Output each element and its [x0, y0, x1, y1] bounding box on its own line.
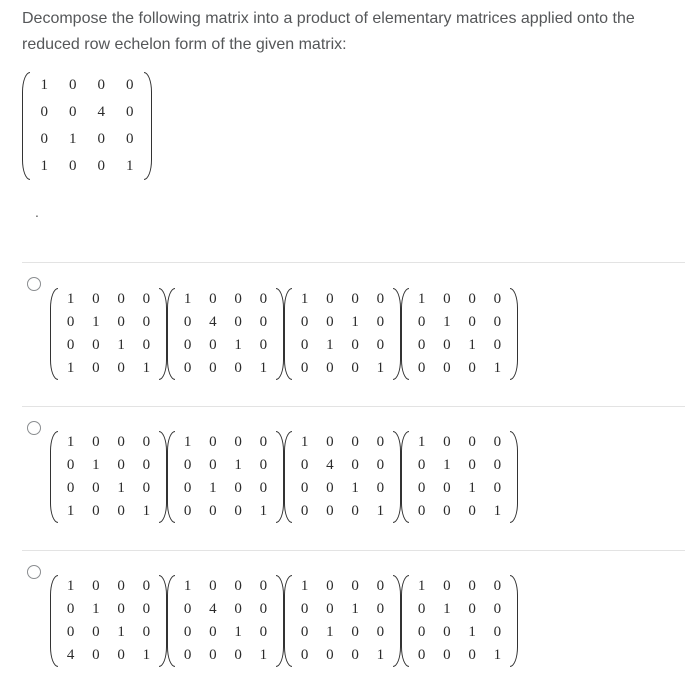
- matrix-entry: 0: [417, 457, 426, 473]
- matrix-entry: 1: [66, 360, 75, 376]
- matrix-entry: 0: [351, 503, 359, 519]
- left-bracket: [50, 431, 58, 523]
- matrix-entry: 0: [66, 337, 75, 353]
- matrix-entry: 0: [300, 647, 309, 663]
- matrix-entry: 1: [376, 503, 385, 519]
- matrix-entry: 0: [69, 158, 77, 174]
- matrix-entry: 0: [493, 314, 502, 330]
- option-2-matrix-1: [50, 431, 167, 523]
- matrix-entry: 0: [92, 503, 100, 519]
- matrix-entry: 0: [326, 578, 334, 594]
- matrix-entry: 0: [300, 314, 309, 330]
- matrix-entry: 0: [351, 360, 359, 376]
- matrix-entry: 0: [234, 291, 242, 307]
- matrix-entry: 1: [40, 77, 48, 93]
- matrix-entry: 0: [300, 601, 309, 617]
- right-bracket: [393, 575, 401, 667]
- matrix-entry: 4: [66, 647, 75, 663]
- matrix-entry: 0: [468, 503, 476, 519]
- matrix-entry: 0: [376, 480, 385, 496]
- matrix-entry: 0: [468, 457, 476, 473]
- matrix-grid: [175, 431, 276, 523]
- matrix-entry: 4: [326, 457, 334, 473]
- matrix-entry: 0: [126, 77, 134, 93]
- matrix-entry: 1: [66, 291, 75, 307]
- matrix-entry: 0: [376, 624, 385, 640]
- matrix-entry: 0: [493, 624, 502, 640]
- option-3-matrix-2: [167, 575, 284, 667]
- matrix-entry: 0: [351, 337, 359, 353]
- matrix-grid: [58, 575, 159, 667]
- matrix-entry: 0: [493, 578, 502, 594]
- matrix-entry: 0: [209, 291, 217, 307]
- matrix-entry: 0: [234, 480, 242, 496]
- matrix-entry: 1: [66, 578, 75, 594]
- matrix-entry: 0: [468, 578, 476, 594]
- matrix-entry: 1: [259, 360, 268, 376]
- matrix-entry: 1: [92, 314, 100, 330]
- matrix-entry: 0: [417, 314, 426, 330]
- matrix-grid: [175, 575, 276, 667]
- matrix-entry: 0: [92, 578, 100, 594]
- matrix-entry: 0: [66, 601, 75, 617]
- matrix-entry: 0: [468, 360, 476, 376]
- matrix-entry: 0: [117, 314, 125, 330]
- matrix-entry: 0: [126, 131, 134, 147]
- matrix-entry: 0: [117, 291, 125, 307]
- matrix-entry: 1: [300, 434, 309, 450]
- matrix-entry: 1: [142, 647, 151, 663]
- matrix-entry: 4: [209, 314, 217, 330]
- matrix-entry: 1: [417, 291, 426, 307]
- right-bracket: [159, 288, 167, 380]
- matrix-entry: 0: [493, 291, 502, 307]
- matrix-entry: 1: [142, 503, 151, 519]
- matrix-entry: 0: [300, 360, 309, 376]
- matrix-entry: 1: [300, 291, 309, 307]
- matrix-entry: 0: [326, 434, 334, 450]
- matrix-entry: 0: [417, 647, 426, 663]
- matrix-entry: 1: [66, 434, 75, 450]
- matrix-entry: 1: [40, 158, 48, 174]
- matrix-entry: 1: [326, 624, 334, 640]
- matrix-entry: 0: [209, 647, 217, 663]
- matrix-entry: 0: [234, 578, 242, 594]
- matrix-entry: 0: [259, 337, 268, 353]
- matrix-entry: 0: [126, 104, 134, 120]
- matrix-entry: 0: [493, 337, 502, 353]
- matrix-entry: 0: [183, 337, 192, 353]
- matrix-entry: 1: [183, 578, 192, 594]
- matrix-entry: 0: [142, 578, 151, 594]
- matrix-entry: 0: [234, 647, 242, 663]
- matrix-grid: [409, 288, 510, 380]
- right-bracket: [510, 288, 518, 380]
- matrix-entry: 0: [326, 291, 334, 307]
- left-bracket: [50, 288, 58, 380]
- matrix-entry: 0: [351, 624, 359, 640]
- option-1-matrix-2: [167, 288, 284, 380]
- matrix-entry: 0: [117, 578, 125, 594]
- right-bracket: [393, 431, 401, 523]
- matrix-entry: 0: [259, 434, 268, 450]
- matrix-entry: 0: [92, 360, 100, 376]
- matrix-entry: 0: [326, 360, 334, 376]
- matrix-entry: 0: [142, 624, 151, 640]
- option-divider: [22, 262, 685, 263]
- matrix-entry: 0: [209, 360, 217, 376]
- matrix-entry: 0: [92, 434, 100, 450]
- matrix-entry: 0: [66, 480, 75, 496]
- matrix-entry: 1: [376, 647, 385, 663]
- matrix-grid: [292, 288, 393, 380]
- matrix-entry: 0: [443, 291, 451, 307]
- matrix-entry: 0: [443, 624, 451, 640]
- matrix-entry: 0: [468, 291, 476, 307]
- matrix-entry: 0: [66, 457, 75, 473]
- matrix-entry: 1: [142, 360, 151, 376]
- left-bracket: [167, 288, 175, 380]
- matrix-entry: 0: [117, 601, 125, 617]
- matrix-entry: 0: [142, 337, 151, 353]
- matrix-entry: 0: [117, 503, 125, 519]
- matrix-entry: 0: [97, 131, 105, 147]
- matrix-entry: 0: [69, 104, 77, 120]
- matrix-entry: 0: [326, 503, 334, 519]
- matrix-entry: 0: [376, 291, 385, 307]
- matrix-entry: 1: [443, 601, 451, 617]
- matrix-entry: 1: [234, 457, 242, 473]
- option-1-product: [50, 288, 520, 380]
- left-bracket: [167, 431, 175, 523]
- matrix-entry: 0: [183, 624, 192, 640]
- matrix-entry: 0: [40, 104, 48, 120]
- matrix-entry: 1: [326, 337, 334, 353]
- left-bracket: [284, 575, 292, 667]
- option-3-matrix-4: [401, 575, 518, 667]
- matrix-entry: 0: [351, 647, 359, 663]
- matrix-entry: 0: [142, 314, 151, 330]
- option-3-matrix-1: [50, 575, 167, 667]
- given-matrix: [22, 72, 152, 180]
- matrix-entry: 1: [66, 503, 75, 519]
- matrix-entry: 4: [97, 104, 105, 120]
- matrix-entry: 0: [209, 578, 217, 594]
- right-bracket: [276, 575, 284, 667]
- matrix-entry: 0: [443, 434, 451, 450]
- matrix-entry: 0: [351, 291, 359, 307]
- matrix-entry: 0: [351, 457, 359, 473]
- matrix-entry: 0: [443, 578, 451, 594]
- matrix-entry: 0: [142, 457, 151, 473]
- right-bracket: [510, 431, 518, 523]
- option-2-matrix-2: [167, 431, 284, 523]
- matrix-entry: 0: [417, 337, 426, 353]
- matrix-entry: 0: [443, 647, 451, 663]
- left-bracket: [284, 288, 292, 380]
- matrix-entry: 0: [209, 457, 217, 473]
- matrix-entry: 0: [300, 337, 309, 353]
- matrix-entry: 0: [443, 337, 451, 353]
- matrix-entry: 0: [92, 337, 100, 353]
- matrix-entry: 0: [183, 457, 192, 473]
- matrix-entry: 0: [468, 647, 476, 663]
- matrix-entry: 1: [183, 291, 192, 307]
- matrix-entry: 0: [417, 503, 426, 519]
- matrix-entry: 0: [376, 601, 385, 617]
- matrix-entry: 0: [376, 434, 385, 450]
- matrix-entry: 0: [417, 360, 426, 376]
- matrix-entry: 0: [92, 647, 100, 663]
- matrix-entry: 0: [259, 578, 268, 594]
- matrix-entry: 0: [351, 434, 359, 450]
- matrix-entry: 0: [468, 601, 476, 617]
- matrix-entry: 0: [117, 434, 125, 450]
- matrix-entry: 0: [259, 480, 268, 496]
- matrix-entry: 0: [92, 624, 100, 640]
- matrix-entry: 0: [493, 457, 502, 473]
- right-bracket: [159, 431, 167, 523]
- matrix-entry: 0: [92, 291, 100, 307]
- matrix-grid: [292, 575, 393, 667]
- matrix-entry: 0: [234, 503, 242, 519]
- matrix-entry: 0: [493, 480, 502, 496]
- matrix-entry: 0: [142, 480, 151, 496]
- matrix-entry: 0: [468, 314, 476, 330]
- matrix-entry: 1: [300, 578, 309, 594]
- option-2-product: [50, 431, 520, 523]
- matrix-entry: 1: [92, 457, 100, 473]
- matrix-entry: 0: [183, 647, 192, 663]
- matrix-entry: 0: [443, 503, 451, 519]
- matrix-entry: 1: [117, 337, 125, 353]
- matrix-entry: 1: [351, 601, 359, 617]
- matrix-entry: 1: [183, 434, 192, 450]
- left-bracket: [22, 72, 30, 180]
- matrix-grid: [409, 575, 510, 667]
- left-bracket: [401, 431, 409, 523]
- matrix-entry: 0: [209, 503, 217, 519]
- right-bracket: [276, 431, 284, 523]
- matrix-entry: 0: [117, 360, 125, 376]
- matrix-entry: 0: [142, 434, 151, 450]
- matrix-grid: [30, 72, 144, 180]
- matrix-entry: 1: [468, 480, 476, 496]
- left-bracket: [284, 431, 292, 523]
- matrix-entry: 0: [300, 457, 309, 473]
- matrix-entry: 1: [234, 624, 242, 640]
- matrix-entry: 0: [234, 434, 242, 450]
- left-bracket: [167, 575, 175, 667]
- option-1-radio[interactable]: [27, 277, 41, 291]
- matrix-entry: 0: [376, 457, 385, 473]
- matrix-entry: 0: [443, 360, 451, 376]
- matrix-entry: 1: [493, 503, 502, 519]
- matrix-entry: 0: [326, 480, 334, 496]
- option-1-matrix-4: [401, 288, 518, 380]
- matrix-entry: 0: [183, 503, 192, 519]
- matrix-entry: 0: [66, 624, 75, 640]
- right-bracket: [159, 575, 167, 667]
- matrix-entry: 1: [209, 480, 217, 496]
- left-bracket: [50, 575, 58, 667]
- matrix-entry: 0: [234, 601, 242, 617]
- matrix-grid: [175, 288, 276, 380]
- matrix-entry: 0: [326, 647, 334, 663]
- option-3-radio[interactable]: [27, 565, 41, 579]
- matrix-entry: 0: [417, 480, 426, 496]
- stray-mark: .: [35, 204, 39, 220]
- matrix-entry: 0: [376, 578, 385, 594]
- matrix-entry: 0: [300, 624, 309, 640]
- matrix-entry: 0: [259, 624, 268, 640]
- matrix-entry: 0: [376, 337, 385, 353]
- matrix-entry: 0: [40, 131, 48, 147]
- matrix-grid: [58, 288, 159, 380]
- matrix-grid: [292, 431, 393, 523]
- matrix-entry: 0: [234, 360, 242, 376]
- matrix-entry: 0: [209, 434, 217, 450]
- matrix-entry: 1: [351, 480, 359, 496]
- matrix-entry: 0: [142, 291, 151, 307]
- matrix-entry: 0: [259, 601, 268, 617]
- matrix-entry: 0: [417, 601, 426, 617]
- matrix-entry: 1: [417, 434, 426, 450]
- matrix-entry: 0: [183, 601, 192, 617]
- matrix-grid: [58, 431, 159, 523]
- matrix-entry: 0: [234, 314, 242, 330]
- matrix-entry: 1: [117, 624, 125, 640]
- matrix-entry: 0: [209, 624, 217, 640]
- right-bracket: [144, 72, 152, 180]
- matrix-entry: 0: [300, 480, 309, 496]
- matrix-entry: 0: [69, 77, 77, 93]
- right-bracket: [510, 575, 518, 667]
- option-3-product: [50, 575, 520, 667]
- option-1-matrix-3: [284, 288, 401, 380]
- matrix-entry: 0: [209, 337, 217, 353]
- matrix-entry: 1: [259, 503, 268, 519]
- matrix-entry: 0: [300, 503, 309, 519]
- matrix-entry: 1: [443, 457, 451, 473]
- matrix-entry: 0: [493, 601, 502, 617]
- matrix-entry: 0: [376, 314, 385, 330]
- option-2-radio[interactable]: [27, 421, 41, 435]
- option-3-matrix-3: [284, 575, 401, 667]
- option-1-matrix-1: [50, 288, 167, 380]
- matrix-entry: 0: [443, 480, 451, 496]
- matrix-entry: 0: [468, 434, 476, 450]
- matrix-entry: 0: [183, 480, 192, 496]
- option-2-matrix-4: [401, 431, 518, 523]
- matrix-entry: 0: [97, 158, 105, 174]
- right-bracket: [393, 288, 401, 380]
- left-bracket: [401, 288, 409, 380]
- matrix-entry: 1: [443, 314, 451, 330]
- matrix-entry: 4: [209, 601, 217, 617]
- matrix-entry: 1: [126, 158, 134, 174]
- matrix-entry: 1: [468, 624, 476, 640]
- matrix-entry: 0: [351, 578, 359, 594]
- matrix-entry: 1: [259, 647, 268, 663]
- matrix-entry: 0: [326, 314, 334, 330]
- matrix-entry: 1: [493, 647, 502, 663]
- matrix-entry: 0: [259, 314, 268, 330]
- matrix-entry: 1: [468, 337, 476, 353]
- matrix-entry: 0: [259, 291, 268, 307]
- matrix-entry: 0: [97, 77, 105, 93]
- option-divider: [22, 406, 685, 407]
- option-divider: [22, 550, 685, 551]
- matrix-entry: 0: [66, 314, 75, 330]
- matrix-entry: 0: [259, 457, 268, 473]
- matrix-grid: [409, 431, 510, 523]
- matrix-entry: 0: [117, 647, 125, 663]
- matrix-entry: 0: [183, 314, 192, 330]
- matrix-entry: 1: [493, 360, 502, 376]
- matrix-entry: 0: [183, 360, 192, 376]
- matrix-entry: 1: [351, 314, 359, 330]
- matrix-entry: 0: [493, 434, 502, 450]
- matrix-entry: 1: [69, 131, 77, 147]
- matrix-entry: 1: [234, 337, 242, 353]
- matrix-entry: 0: [92, 480, 100, 496]
- matrix-entry: 1: [417, 578, 426, 594]
- matrix-entry: 0: [117, 457, 125, 473]
- option-2-matrix-3: [284, 431, 401, 523]
- matrix-entry: 1: [376, 360, 385, 376]
- matrix-entry: 0: [326, 601, 334, 617]
- question-text: Decompose the following matrix into a product of elementary matrices applied onto the reduced row echelon form of the given matrix:: [22, 10, 635, 53]
- matrix-entry: 1: [92, 601, 100, 617]
- matrix-entry: 0: [142, 601, 151, 617]
- left-bracket: [401, 575, 409, 667]
- matrix-entry: 0: [417, 624, 426, 640]
- right-bracket: [276, 288, 284, 380]
- matrix-entry: 1: [117, 480, 125, 496]
